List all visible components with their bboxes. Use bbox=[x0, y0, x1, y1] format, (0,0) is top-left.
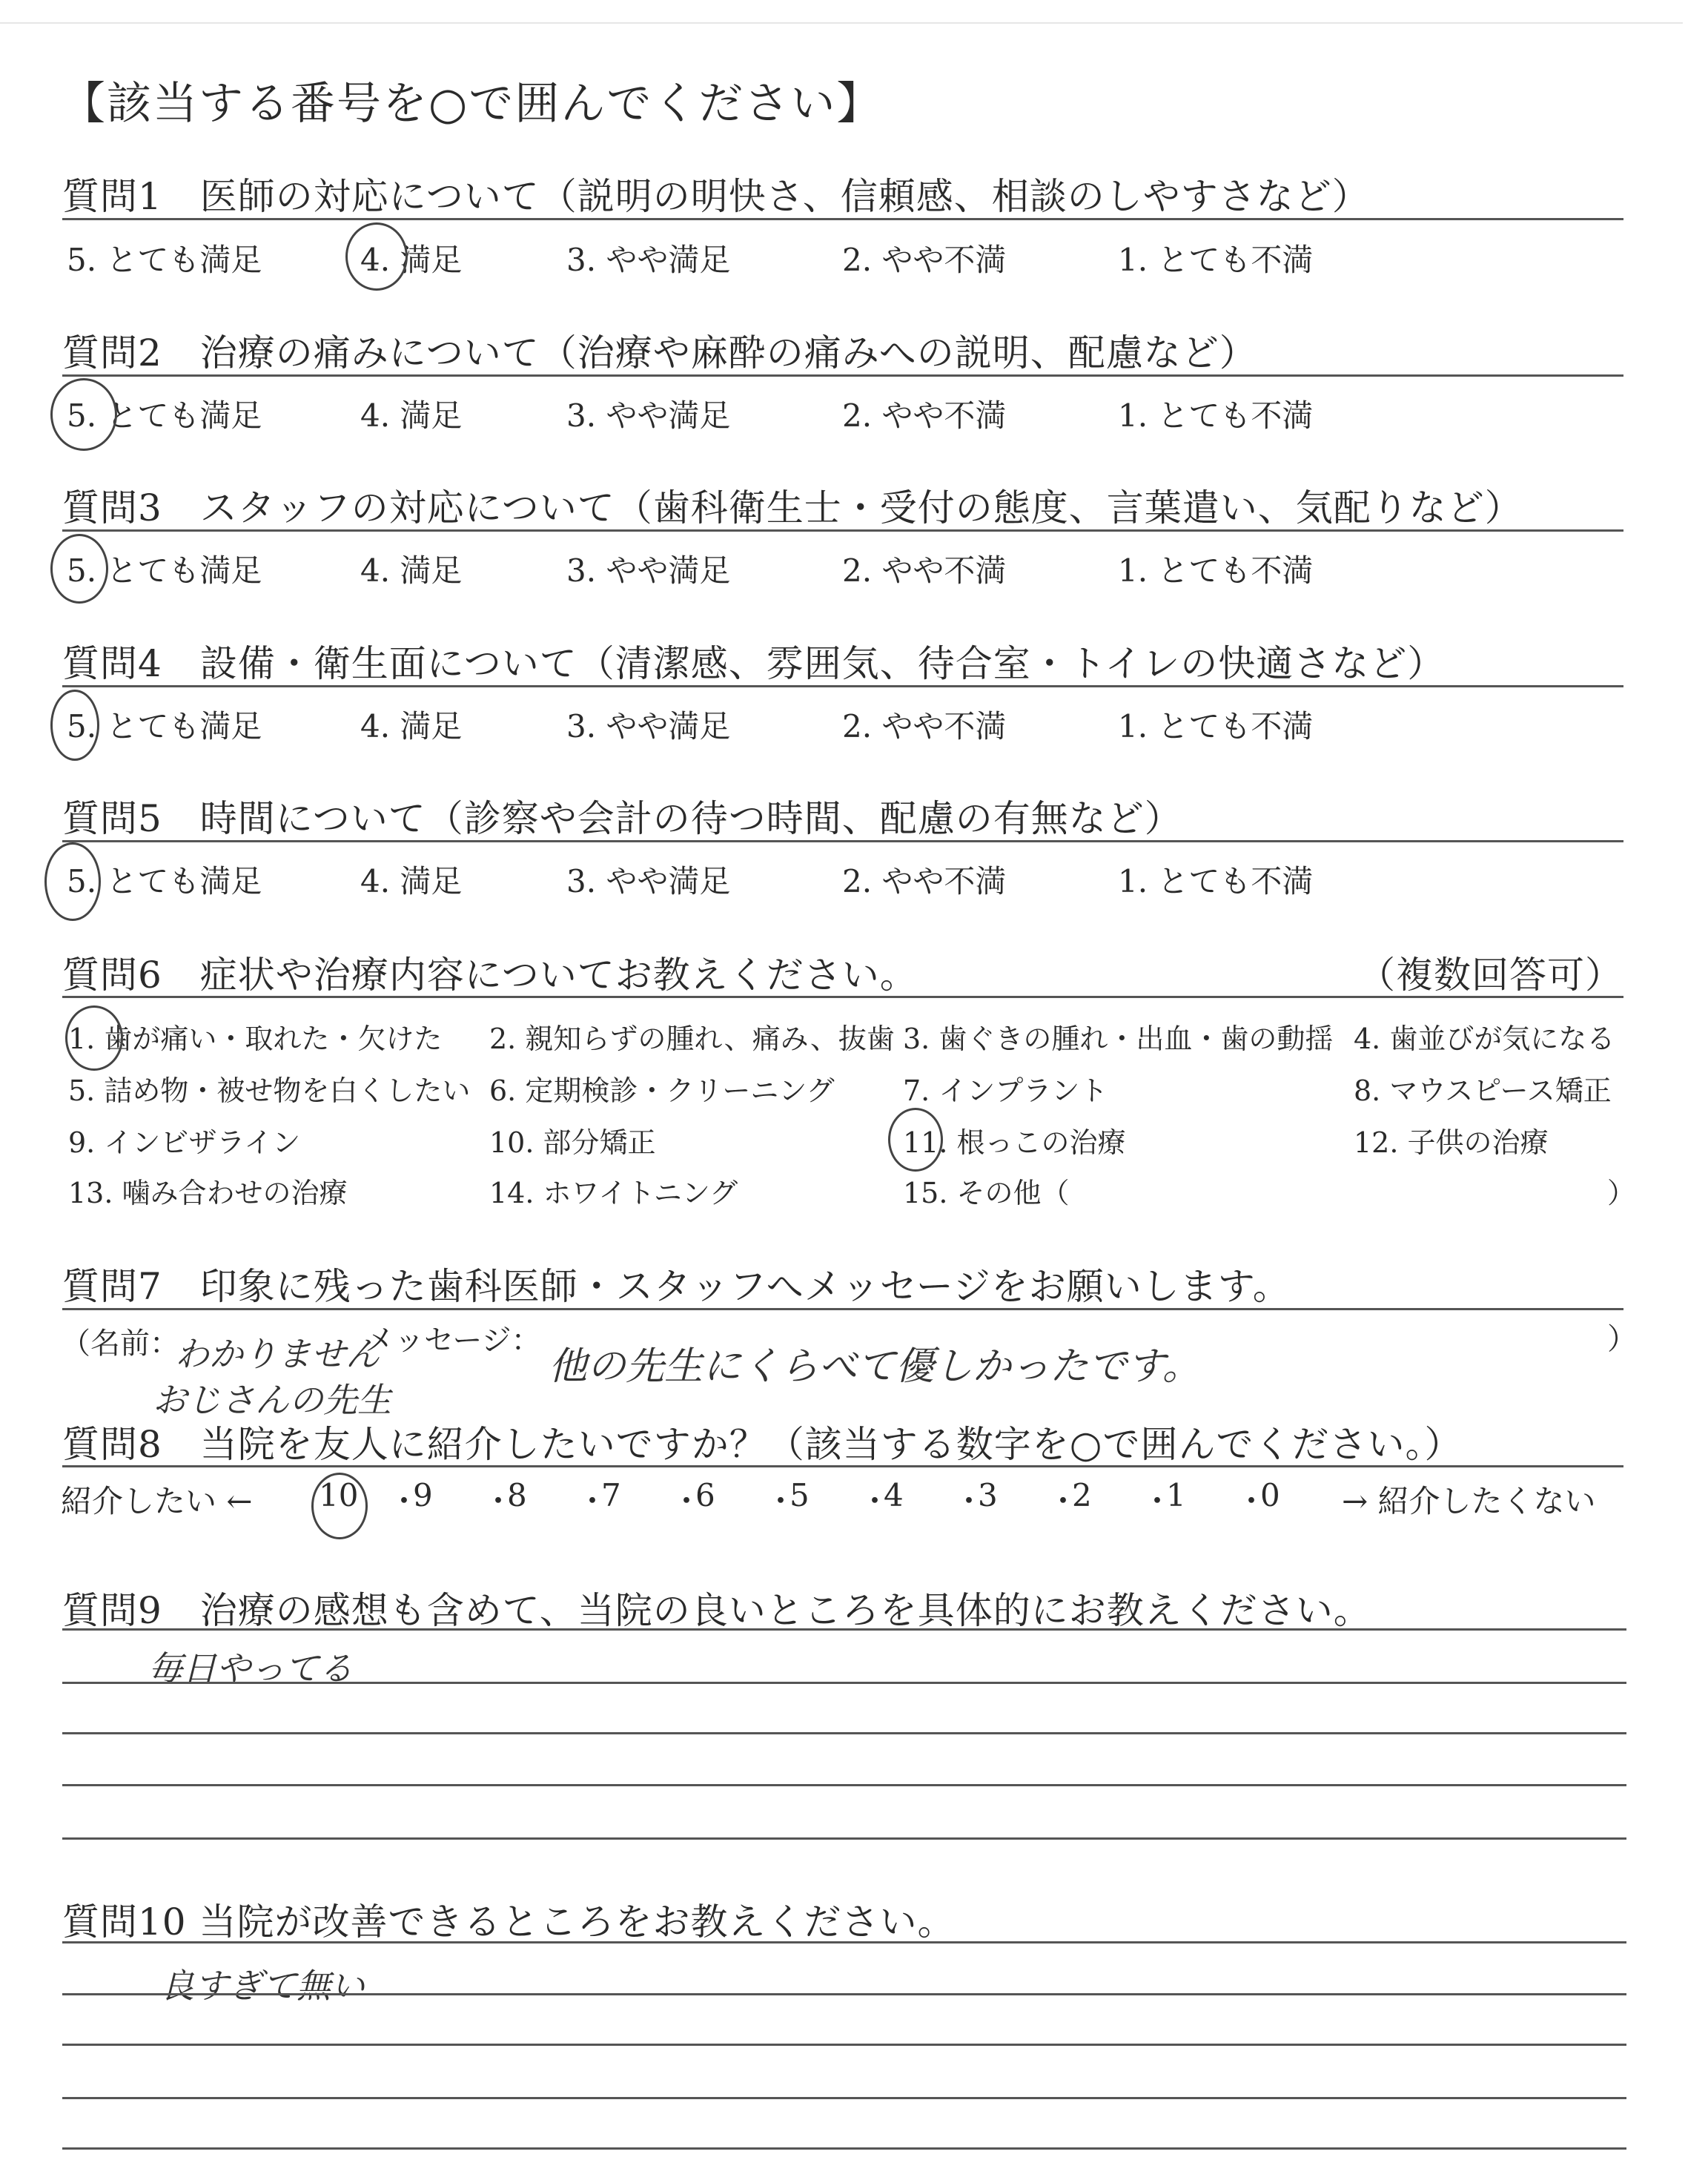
q2-option-4[interactable]: 4. 満足 bbox=[360, 397, 463, 434]
q6-option-15[interactable]: 15. その他（ bbox=[903, 1177, 1070, 1209]
q6-option-14[interactable]: 14. ホワイトニング bbox=[489, 1177, 738, 1209]
q7-name-handwritten-1: わかりません bbox=[175, 1334, 380, 1374]
q6-other-close-paren: ） bbox=[1607, 1177, 1636, 1209]
q8-scale-separator: ・ bbox=[953, 1483, 985, 1519]
q8-scale-4[interactable]: 4 bbox=[884, 1477, 904, 1513]
q8-scale-separator: ・ bbox=[388, 1483, 420, 1519]
q1-option-5[interactable]: 5. とても満足 bbox=[67, 242, 262, 278]
q6-option-5[interactable]: 5. 詰め物・被せ物を白くしたい bbox=[68, 1074, 471, 1107]
q7-rule bbox=[62, 1308, 1623, 1310]
q6-option-7[interactable]: 7. インプラント bbox=[903, 1074, 1108, 1107]
q5-selection-circle bbox=[44, 842, 101, 921]
q3-option-1[interactable]: 1. とても不満 bbox=[1118, 552, 1314, 589]
q8-title: 質問8 当院を友人に紹介したいですか？（該当する数字を○で囲んでください。） bbox=[62, 1423, 1463, 1466]
q4-selection-circle bbox=[50, 690, 99, 761]
q6-option-1[interactable]: 1. 歯が痛い・取れた・欠けた bbox=[68, 1023, 443, 1055]
q5-option-5[interactable]: 5. とても満足 bbox=[67, 863, 262, 899]
q6-note: （複数回答可） bbox=[1358, 954, 1623, 997]
q8-right-label: → 紹介したくない bbox=[1342, 1483, 1596, 1519]
q8-scale-separator: ・ bbox=[671, 1483, 703, 1519]
q4-option-3[interactable]: 3. やや満足 bbox=[566, 708, 731, 744]
q4-option-5[interactable]: 5. とても満足 bbox=[67, 708, 262, 744]
q5-option-3[interactable]: 3. やや満足 bbox=[566, 863, 731, 899]
q2-option-3[interactable]: 3. やや満足 bbox=[566, 397, 731, 434]
q10-line-2 bbox=[62, 1993, 1626, 1995]
q8-left-label: 紹介したい ← bbox=[61, 1483, 253, 1519]
q6-rule bbox=[62, 996, 1623, 998]
q4-rule bbox=[62, 685, 1623, 687]
q8-selection-circle bbox=[311, 1473, 368, 1539]
q8-scale-0[interactable]: 0 bbox=[1260, 1477, 1280, 1513]
q8-rule bbox=[62, 1465, 1623, 1467]
q10-line-4 bbox=[62, 2097, 1626, 2099]
q9-line-4 bbox=[62, 1784, 1626, 1786]
q8-scale-2[interactable]: 2 bbox=[1072, 1477, 1092, 1513]
q9-line-1 bbox=[62, 1628, 1626, 1631]
page-title: 【該当する番号を○で囲んでください】 bbox=[61, 78, 883, 130]
q10-line-1 bbox=[62, 1941, 1626, 1943]
q10-line-3 bbox=[62, 2044, 1626, 2046]
q7-message-handwritten: 他の先生にくらべて優しかったです。 bbox=[549, 1344, 1201, 1389]
q8-scale-6[interactable]: 6 bbox=[695, 1477, 715, 1513]
q5-option-2[interactable]: 2. やや不満 bbox=[842, 863, 1007, 899]
q4-option-2[interactable]: 2. やや不満 bbox=[842, 708, 1007, 744]
q6-option-11[interactable]: 11. 根っこの治療 bbox=[903, 1126, 1126, 1159]
q8-scale-separator: ・ bbox=[577, 1483, 609, 1519]
q6-option-9[interactable]: 9. インビザライン bbox=[68, 1126, 301, 1159]
q3-option-3[interactable]: 3. やや満足 bbox=[566, 552, 731, 589]
q8-scale-8[interactable]: 8 bbox=[507, 1477, 527, 1513]
q8-scale-separator: ・ bbox=[1236, 1483, 1268, 1519]
q1-option-1[interactable]: 1. とても不満 bbox=[1118, 242, 1314, 278]
scan-edge-line bbox=[0, 22, 1683, 24]
q2-title: 質問2 治療の痛みについて（治療や麻酔の痛みへの説明、配慮など） bbox=[62, 331, 1257, 374]
q2-option-2[interactable]: 2. やや不満 bbox=[842, 397, 1007, 434]
q3-option-2[interactable]: 2. やや不満 bbox=[842, 552, 1007, 589]
q6-option-3[interactable]: 3. 歯ぐきの腫れ・出血・歯の動揺 bbox=[903, 1023, 1334, 1055]
q5-option-4[interactable]: 4. 満足 bbox=[360, 863, 463, 899]
q8-scale-separator: ・ bbox=[1142, 1483, 1174, 1519]
q8-scale-separator: ・ bbox=[765, 1483, 797, 1519]
q8-scale-separator: ・ bbox=[1047, 1483, 1079, 1519]
q6-option-6[interactable]: 6. 定期検診・クリーニング bbox=[489, 1074, 835, 1107]
q6-option-2[interactable]: 2. 親知らずの腫れ、痛み、抜歯 bbox=[489, 1023, 895, 1055]
q8-scale-1[interactable]: 1 bbox=[1166, 1477, 1186, 1513]
q8-scale-9[interactable]: 9 bbox=[413, 1477, 433, 1513]
q3-rule bbox=[62, 529, 1623, 532]
q6-option-4[interactable]: 4. 歯並びが気になる bbox=[1354, 1023, 1615, 1055]
q7-message-label: メッセージ： bbox=[365, 1324, 541, 1358]
q3-option-4[interactable]: 4. 満足 bbox=[360, 552, 463, 589]
q9-line-3 bbox=[62, 1732, 1626, 1734]
q6-title: 質問6 症状や治療内容についてお教えください。 bbox=[62, 954, 918, 997]
q1-rule bbox=[62, 218, 1623, 220]
q1-option-4[interactable]: 4. 満足 bbox=[360, 242, 463, 278]
q8-scale-10[interactable]: 10 bbox=[319, 1477, 359, 1513]
q5-rule bbox=[62, 840, 1623, 842]
q7-title: 質問7 印象に残った歯科医師・スタッフへメッセージをお願いします。 bbox=[62, 1265, 1291, 1308]
q2-option-1[interactable]: 1. とても不満 bbox=[1118, 397, 1314, 434]
q4-option-4[interactable]: 4. 満足 bbox=[360, 708, 463, 744]
q9-line-5 bbox=[62, 1837, 1626, 1840]
q3-title: 質問3 スタッフの対応について（歯科衛生士・受付の態度、言葉遣い、気配りなど） bbox=[62, 486, 1523, 529]
q6-option-12[interactable]: 12. 子供の治療 bbox=[1354, 1126, 1549, 1159]
q3-selection-circle bbox=[50, 534, 108, 604]
q9-line-2 bbox=[62, 1682, 1626, 1684]
q10-answer-handwritten: 良すぎて無い bbox=[160, 1966, 365, 2006]
q1-option-2[interactable]: 2. やや不満 bbox=[842, 242, 1007, 278]
q6-selection-circle-11 bbox=[888, 1108, 943, 1172]
q10-title: 質問10 当院が改善できるところをお教えください。 bbox=[62, 1900, 956, 1943]
q1-title: 質問1 医師の対応について（説明の明快さ、信頼感、相談のしやすさなど） bbox=[62, 175, 1370, 218]
q1-option-3[interactable]: 3. やや満足 bbox=[566, 242, 731, 278]
q7-close-paren: ） bbox=[1607, 1322, 1637, 1356]
q8-scale-3[interactable]: 3 bbox=[978, 1477, 998, 1513]
q7-name-label: （名前： bbox=[61, 1327, 179, 1361]
q6-option-10[interactable]: 10. 部分矯正 bbox=[489, 1126, 656, 1159]
q8-scale-separator: ・ bbox=[859, 1483, 891, 1519]
q9-answer-handwritten: 毎日やってる bbox=[148, 1648, 353, 1688]
q2-option-5[interactable]: 5. とても満足 bbox=[67, 397, 262, 434]
q1-selection-circle bbox=[345, 222, 408, 291]
q9-title: 質問9 治療の感想も含めて、当院の良いところを具体的にお教えください。 bbox=[62, 1589, 1371, 1632]
q4-title: 質問4 設備・衛生面について（清潔感、雰囲気、待合室・トイレの快適さなど） bbox=[62, 642, 1446, 685]
q5-option-1[interactable]: 1. とても不満 bbox=[1118, 863, 1314, 899]
q5-title: 質問5 時間について（診察や会計の待つ時間、配慮の有無など） bbox=[62, 797, 1182, 840]
q10-line-5 bbox=[62, 2147, 1626, 2150]
q2-selection-circle bbox=[50, 378, 117, 451]
q3-option-5[interactable]: 5. とても満足 bbox=[67, 552, 262, 589]
q8-scale-7[interactable]: 7 bbox=[601, 1477, 621, 1513]
q6-selection-circle-1 bbox=[65, 1005, 123, 1071]
q6-option-8[interactable]: 8. マウスピース矯正 bbox=[1354, 1074, 1612, 1107]
q7-name-handwritten-2: おじさんの先生 bbox=[153, 1380, 391, 1420]
q6-option-13[interactable]: 13. 噛み合わせの治療 bbox=[68, 1177, 348, 1209]
q2-rule bbox=[62, 374, 1623, 377]
q4-option-1[interactable]: 1. とても不満 bbox=[1118, 708, 1314, 744]
q8-scale-5[interactable]: 5 bbox=[790, 1477, 810, 1513]
q8-scale-separator: ・ bbox=[483, 1483, 514, 1519]
